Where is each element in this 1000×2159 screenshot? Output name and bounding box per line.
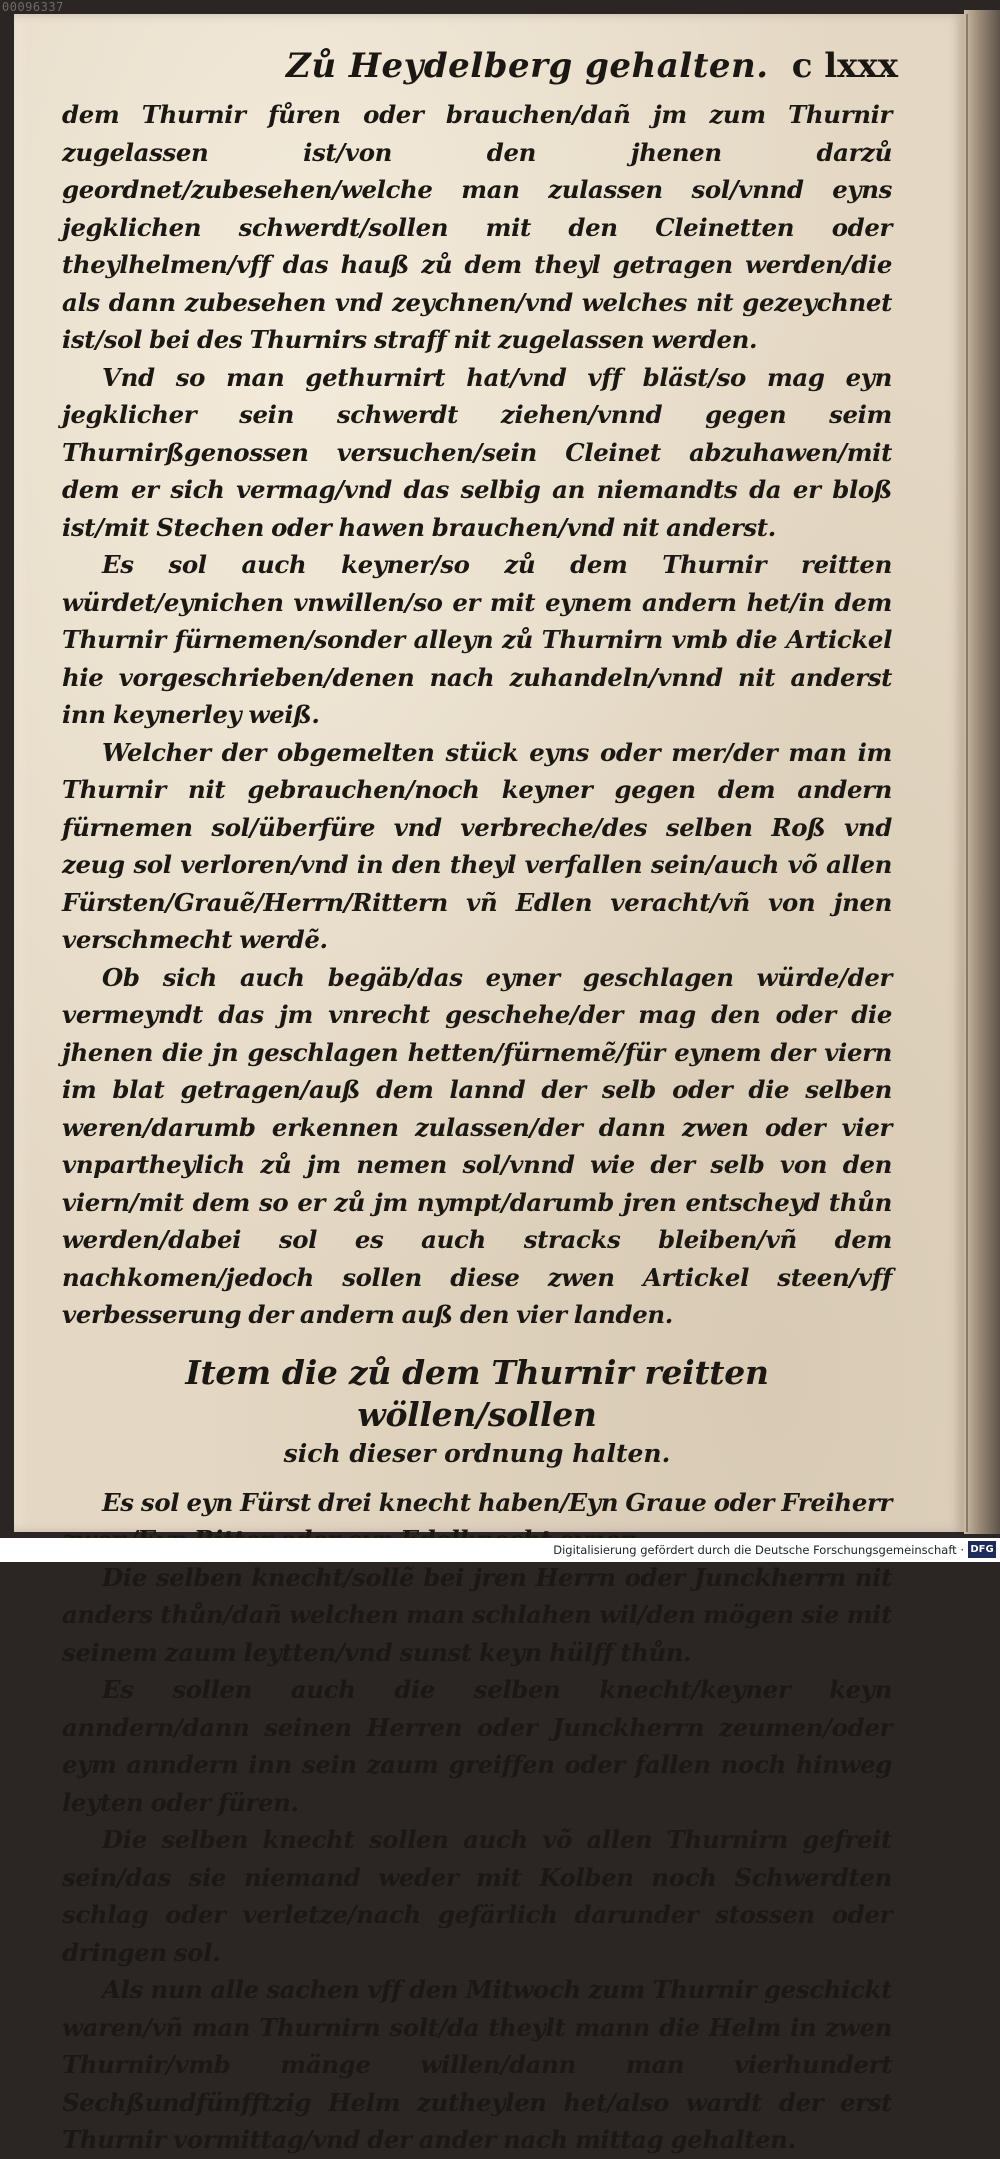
paragraph: Ob sich auch begäb/das eyner geschlagen würde/der vermeyndt das jm vnrecht geschehe/der mag den oder die jhenen die jn geschlagen hetten/fürnemẽ/für eynem der viern im blat getragen/auß dem lannd der selb oder die selben weren/darumb erkennen zulassen/der dann zwen oder vier vnpartheylich zů jm nemen sol/vnnd wie der selb von den viern/mit dem so er zů jm nympt/darumb jren entscheyd thůn werden/dabei sol es auch stracks bleiben/vñ dem nachkomen/jedoch sollen diese zwen Artickel steen/vff verbesserung der andern auß den vier landen. <box>62 962 892 1329</box>
page-edge-line <box>966 14 968 1532</box>
running-title: Zů Heydelberg gehalten. <box>286 46 769 86</box>
paragraph: dem Thurnir fůren oder brauchen/dañ jm zum Thurnir zugelassen ist/von den jhenen darzů geordnet/zubesehen/welche man zulassen sol/vnnd eyns jegklichen schwerdt/sollen mit den Cleinetten oder theylhelmen/vff das hauß zů dem theyl getragen werden/die als dann zubesehen vnd zeychnen/vnd welches nit gezeychnet ist/sol bei des Thurnirs straff nit zugelassen werden. <box>62 100 892 354</box>
paragraph: Die selben knecht sollen auch võ allen Thurnirn gefreit sein/das sie niemand weder mit Kolben noch Schwerdten schlag oder verletze/nach gefärlich darunder stossen oder dringen sol. <box>62 1825 892 1967</box>
scan-id-label: 00096337 <box>2 0 64 14</box>
folio-number: c lxxx <box>791 46 898 86</box>
section-subheading: sich dieser ordnung halten. <box>283 1438 671 1468</box>
paragraph: Vnd so man gethurnirt hat/vnd vff bläst/so mag eyn jegklicher sein schwerdt ziehen/vnnd gegen seim Thurnirßgenossen versuchen/sein Cleinet abzuhawen/mit dem er sich vermag/vnd das selbig an niemandts da er bloß ist/mit Stechen oder hawen brauchen/vnd nit anderst. <box>62 362 892 542</box>
paragraph: Welcher der obgemelten stück eyns oder mer/der man im Thurnir nit gebrauchen/noch keyner gegen dem andern fürnemen sol/überfüre vnd verbreche/des selben Roß vnd zeug sol verloren/vnd in den theyl verfallen sein/auch võ allen Fürsten/Grauẽ/Herrn/Rittern vñ Edlen veracht/vñ von jnen verschmecht werdẽ. <box>62 737 892 954</box>
section-heading: Item die zů dem Thurnir reitten wöllen/sollen <box>185 1352 769 1434</box>
paragraph: Es sollen auch die selben knecht/keyner keyn anndern/dann seinen Herren oder Junckherrn zeumen/oder eym anndern inn sein zaum greiffen oder fallen noch hinweg leyten oder füren. <box>62 1675 892 1817</box>
paragraph: Es sol auch keyner/so zů dem Thurnir reitten würdet/eynichen vnwillen/so er mit eynem andern het/in dem Thurnir fürnemen/sonder alleyn zů Thurnirn vmb die Artickel hie vorgeschrieben/denen nach zuhandeln/vnnd nit anderst inn keynerley weiß. <box>62 550 892 729</box>
paragraph: Als nun alle sachen vff den Mitwoch zum Thurnir geschickt waren/vñ man Thurnirn solt/da theylt mann die Helm in zwen Thurnir/vmb mänge willen/dann man vierhundert Sechßundfünfftzig Helm zutheylen het/also wardt der erst Thurnir vormittag/vnd der ander nach mittag gehalten. <box>62 1975 892 2154</box>
funding-credit: Digitalisierung gefördert durch die Deutsche Forschungsgemeinschaft · <box>553 1543 964 1557</box>
dfg-logo-icon: DFG <box>968 1541 996 1558</box>
page-header <box>62 36 898 96</box>
paragraph: Es sol eyn Fürst drei knecht haben/Eyn Graue oder Freiherr <box>102 1487 892 1517</box>
book-spine <box>964 10 1000 1534</box>
paragraph: Die selben knecht/sollẽ bei jren Herrn oder Junckherrn nit anders thůn/dañ welchen man schlahen wil/den mögen sie mit seinem zaum leytten/vnd sunst keyn hülff thůn. <box>62 1562 892 1667</box>
page-text-block <box>62 36 898 2159</box>
footer-bar <box>0 1538 1000 1562</box>
